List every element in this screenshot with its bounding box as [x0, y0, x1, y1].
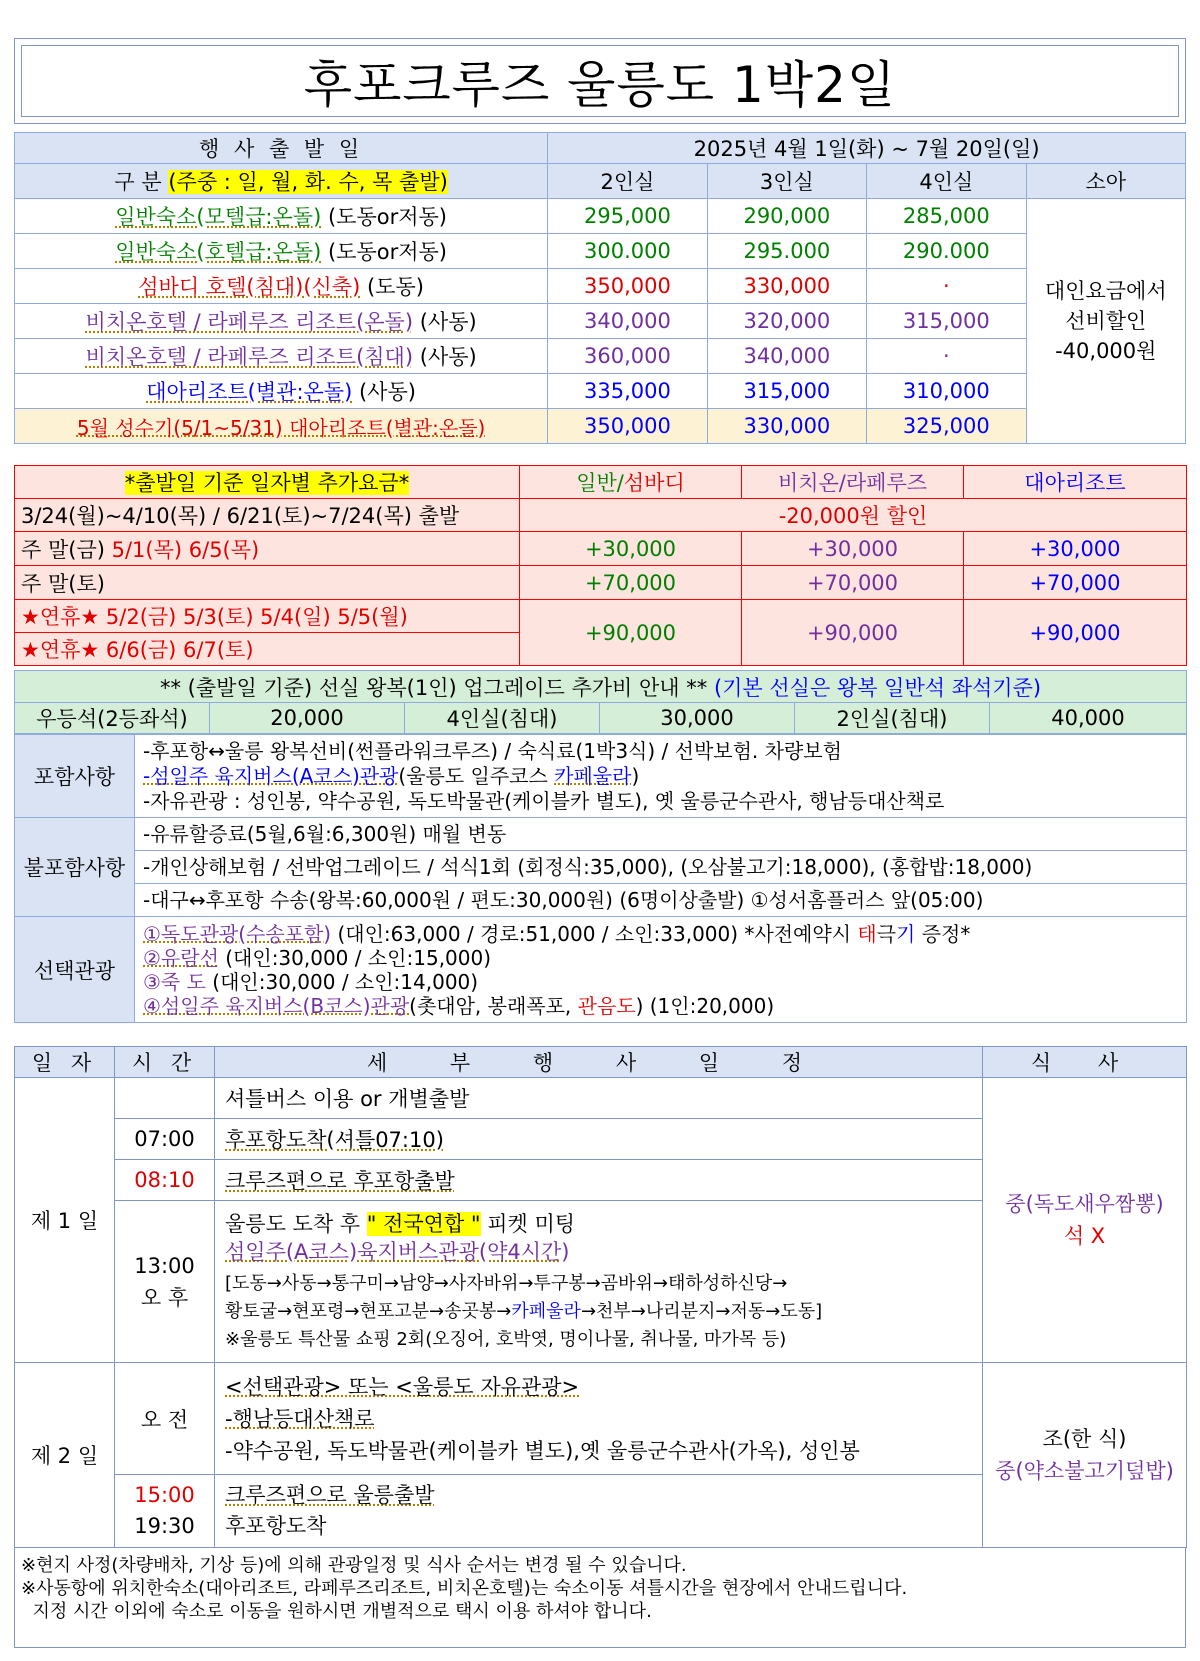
detail-line — [225, 1298, 976, 1326]
upgrade-price: 40,000 — [990, 703, 1187, 734]
schedule-detail: 셔틀버스 이용 or 개별출발 — [215, 1078, 983, 1119]
surcharge-value: +30,000 — [520, 532, 742, 566]
room-name: 비치온호텔 / 라페루즈 리조트(온돌) — [85, 310, 414, 334]
meal-breakfast: 조(한 식) — [1042, 1427, 1127, 1451]
surcharge-value: +30,000 — [964, 532, 1187, 566]
price-2p: 335,000 — [548, 374, 707, 409]
page-title: 후포크루즈 울릉도 1박2일 — [21, 45, 1179, 117]
optional-text: 극 — [876, 921, 897, 946]
optional-text: ③죽 도 — [143, 969, 206, 994]
optional-text: 관음도 — [577, 993, 636, 1018]
time-text: 15:00 — [134, 1483, 195, 1507]
included-text: 카페울라 — [554, 763, 632, 788]
included-text: -섬일주 육지버스(A코스)관광 — [143, 763, 399, 788]
note-line: ※현지 사정(차량배차, 기상 등)에 의해 관광일정 및 식사 순서는 변경 될 수 있습니다. — [21, 1555, 687, 1576]
optional-text: (대인:63,000 / 경로:51,000 / 소인:33,000) *사전예약시 — [331, 921, 858, 946]
col-4p: 4인실 — [867, 164, 1026, 199]
included-label: 포함사항 — [15, 735, 135, 818]
price-row — [15, 269, 1186, 304]
included-line: -자유관광 : 성인봉, 약수공원, 독도박물관(케이블카 별도), 옛 울릉군수관사, 행남등대산책로 — [143, 788, 945, 813]
discount-row — [15, 499, 1187, 532]
detail-line: 섬일주(A코스)육지버스관광(약4시간) — [225, 1239, 570, 1264]
price-3p: 295.000 — [707, 234, 866, 269]
detail-line: [도동→사동→통구미→남양→사자바위→투구봉→곰바위→태하성하신당→ — [225, 1272, 788, 1294]
room-type — [15, 304, 548, 339]
header-meal: 식 사 — [983, 1047, 1187, 1078]
surcharge-title-text: *출발일 기준 일자별 추가요금* — [124, 471, 410, 495]
child-price-note — [1026, 199, 1185, 444]
schedule-row — [15, 1363, 1187, 1475]
included-row — [15, 735, 1187, 818]
included-text: (울릉도 일주코스 — [398, 763, 555, 788]
time-cell: 07:00 — [115, 1119, 215, 1160]
child-note-line: -40,000원 — [1055, 339, 1157, 363]
upgrade-item: 2인실(침대) — [795, 703, 990, 734]
surcharge-table — [14, 465, 1187, 666]
price-4p: · — [867, 339, 1026, 374]
detail-text: 황토굴→현포령→현포고분→송곳봉→ — [225, 1300, 512, 1322]
price-3p: 290,000 — [707, 199, 866, 234]
day-2-meals — [983, 1363, 1187, 1548]
surcharge-value: +90,000 — [964, 600, 1187, 666]
upgrade-title-text: ** (출발일 기준) 선실 왕복(1인) 업그레이드 추가비 안내 ** — [160, 675, 708, 700]
excluded-row — [15, 884, 1187, 917]
category-label: 구 분 — [114, 170, 162, 194]
surcharge-title — [15, 466, 520, 499]
price-4p: 285,000 — [867, 199, 1026, 234]
friday-label-text: 주 말(금) — [21, 537, 105, 562]
price-4p: 290.000 — [867, 234, 1026, 269]
col-sombody-text: 섬바디 — [623, 471, 685, 495]
surcharge-value: +90,000 — [520, 600, 742, 666]
upgrade-item: 4인실(침대) — [405, 703, 600, 734]
optional-row — [15, 917, 1187, 1023]
info-table — [14, 734, 1187, 1023]
day-1-label: 제 1 일 — [15, 1078, 115, 1363]
optional-text: ①독도관광(수송포함) — [143, 921, 332, 946]
price-3p: 315,000 — [707, 374, 866, 409]
upgrade-price: 20,000 — [210, 703, 405, 734]
friday-label — [15, 532, 520, 566]
upgrade-item: 우등석(2등좌석) — [15, 703, 210, 734]
time-cell — [115, 1475, 215, 1548]
excluded-line: -대구↔후포항 수송(왕복:60,000원 / 편도:30,000원) (6명이상출발) ①성서홈플러스 앞(05:00) — [135, 884, 1187, 917]
excluded-line: -유류할증료(5월,6월:6,300원) 매월 변동 — [135, 818, 1187, 851]
holiday-row — [15, 600, 1187, 633]
schedule-row — [15, 1078, 1187, 1119]
col-2p: 2인실 — [548, 164, 707, 199]
room-name: 비치온호텔 / 라페루즈 리조트(침대) — [85, 345, 414, 369]
friday-row — [15, 532, 1187, 566]
room-type — [15, 374, 548, 409]
price-2p: 340,000 — [548, 304, 707, 339]
meal-lunch: 중(약소불고기덮밥) — [995, 1459, 1174, 1483]
child-note-line: 대인요금에서 — [1044, 279, 1167, 303]
price-row — [15, 234, 1186, 269]
price-header-row — [15, 164, 1186, 199]
room-name: 섬바디 호텔(침대)(신축) — [138, 275, 361, 299]
room-location: (도동or저동) — [327, 240, 447, 264]
detail-text: 울릉도 도착 후 — [225, 1211, 367, 1236]
room-location: (도동) — [366, 275, 424, 299]
price-3p: 330,000 — [707, 409, 866, 444]
optional-text: (대인:30,000 / 소인:15,000) — [218, 945, 492, 970]
discount-value: -20,000원 할인 — [520, 499, 1187, 532]
schedule-detail: 크루즈편으로 후포항출발 — [215, 1160, 983, 1201]
friday-dates: 5/1(목) 6/5(목) — [111, 537, 260, 562]
optional-text: ④섬일주 육지버스(B코스)관광 — [143, 993, 410, 1018]
surcharge-value: +30,000 — [742, 532, 964, 566]
surcharge-value: +70,000 — [742, 566, 964, 600]
schedule-detail: 후포항도착(셔틀07:10) — [215, 1119, 983, 1160]
schedule-detail — [215, 1475, 983, 1548]
price-4p: · — [867, 269, 1026, 304]
optional-text: (대인:30,000 / 소인:14,000) — [205, 969, 479, 994]
surcharge-col-beachon: 비치온/라페루즈 — [742, 466, 964, 499]
day-2-label: 제 2 일 — [15, 1363, 115, 1548]
surcharge-header-row — [15, 466, 1187, 499]
room-name: 일반숙소(모텔급:온돌) — [115, 205, 322, 229]
price-row — [15, 199, 1186, 234]
departure-row — [15, 133, 1186, 164]
price-3p: 320,000 — [707, 304, 866, 339]
header-time: 시 간 — [115, 1047, 215, 1078]
price-4p: 325,000 — [867, 409, 1026, 444]
excluded-label: 불포함사항 — [15, 818, 135, 917]
note-line: 지정 시간 이외에 숙소로 이동을 원하시면 개별적으로 택시 이용 하셔야 합니다. — [21, 1601, 652, 1622]
detail-line: ※울릉도 특산물 쇼핑 2회(오징어, 호박엿, 명이나물, 취나물, 마가목 등) — [225, 1328, 787, 1350]
col-3p: 3인실 — [707, 164, 866, 199]
optional-line — [143, 994, 1178, 1018]
holiday-label: ★연휴★ 5/2(금) 5/3(토) 5/4(일) 5/5(월) — [15, 600, 520, 633]
time-cell: 오 전 — [115, 1363, 215, 1475]
time-text: 19:30 — [134, 1514, 195, 1538]
optional-text: 증정* — [915, 921, 971, 946]
surcharge-value: +70,000 — [520, 566, 742, 600]
optional-text: (촛대암, 봉래폭포, — [409, 993, 578, 1018]
price-2p: 360,000 — [548, 339, 707, 374]
optional-line — [143, 922, 1178, 946]
price-3p: 340,000 — [707, 339, 866, 374]
room-location: (사동) — [419, 310, 477, 334]
price-2p: 350,000 — [548, 409, 707, 444]
excluded-row — [15, 818, 1187, 851]
time-cell — [115, 1078, 215, 1119]
child-note-line: 선비할인 — [1065, 309, 1147, 333]
holiday-label: ★연휴★ 6/6(금) 6/7(토) — [15, 633, 520, 666]
detail-highlight: " 전국연합 " — [366, 1211, 481, 1236]
price-4p: 315,000 — [867, 304, 1026, 339]
title-frame — [14, 38, 1186, 124]
room-name: 일반숙소(호텔급:온돌) — [115, 240, 322, 264]
weekday-note: (주중 : 일, 월, 화. 수, 목 출발) — [168, 170, 448, 194]
detail-text: 피켓 미팅 — [480, 1211, 576, 1236]
detail-line: 크루즈편으로 울릉출발 — [225, 1483, 435, 1507]
saturday-row — [15, 566, 1187, 600]
time-text: 오 후 — [140, 1285, 189, 1310]
detail-line — [225, 1210, 976, 1238]
price-2p: 295,000 — [548, 199, 707, 234]
optional-label: 선택관광 — [15, 917, 135, 1023]
room-type — [15, 234, 548, 269]
optional-content — [135, 917, 1187, 1023]
departure-dates: 2025년 4월 1일(화) ~ 7월 20일(일) — [548, 133, 1186, 164]
upgrade-price: 30,000 — [600, 703, 795, 734]
price-4p: 310,000 — [867, 374, 1026, 409]
time-cell: 08:10 — [115, 1160, 215, 1201]
price-3p: 330,000 — [707, 269, 866, 304]
surcharge-value: +70,000 — [964, 566, 1187, 600]
saturday-label: 주 말(토) — [15, 566, 520, 600]
room-name: 대아리조트(별관:온돌) — [146, 380, 353, 404]
room-location: (사동) — [358, 380, 416, 404]
room-type — [15, 339, 548, 374]
price-2p: 300.000 — [548, 234, 707, 269]
optional-text: ②유람선 — [143, 945, 219, 970]
detail-text: 카페울라 — [511, 1300, 581, 1322]
price-row — [15, 374, 1186, 409]
detail-line: 후포항도착 — [225, 1514, 327, 1538]
col-general-text: 일반/ — [576, 471, 624, 495]
meal-dinner: 석 X — [1063, 1224, 1106, 1248]
included-text: ) — [631, 763, 640, 788]
price-row-peak — [15, 409, 1186, 444]
included-line: -후포항↔울릉 왕복선비(썬플라워크루즈) / 숙식료(1박3식) / 선박보험. 차량보험 — [143, 738, 842, 763]
header-day: 일 자 — [15, 1047, 115, 1078]
schedule-header-row — [15, 1047, 1187, 1078]
schedule-detail — [215, 1201, 983, 1363]
optional-text: 기 — [896, 921, 916, 946]
detail-line: -행남등대산책로 — [225, 1406, 375, 1431]
room-location: (사동) — [419, 345, 477, 369]
price-table — [14, 132, 1186, 444]
price-row — [15, 339, 1186, 374]
room-type — [15, 269, 548, 304]
time-cell — [115, 1201, 215, 1363]
note-line: ※사동항에 위치한숙소(대아리조트, 라페루즈리조트, 비치온호텔)는 숙소이동 셔틀시간을 현장에서 안내드립니다. — [21, 1578, 908, 1599]
departure-label: 행 사 출 발 일 — [15, 133, 548, 164]
room-location: (도동or저동) — [327, 205, 447, 229]
upgrade-items-row — [15, 703, 1187, 734]
header-detail: 세 부 행 사 일 정 — [215, 1047, 983, 1078]
included-line — [143, 764, 1178, 789]
upgrade-title — [15, 671, 1187, 703]
optional-line — [143, 946, 1178, 970]
excluded-row — [15, 851, 1187, 884]
included-content — [135, 735, 1187, 818]
category-header — [15, 164, 548, 199]
day-1-meals — [983, 1078, 1187, 1363]
footer-notes — [14, 1548, 1186, 1648]
price-row — [15, 304, 1186, 339]
excluded-line: -개인상해보험 / 선박업그레이드 / 석식1회 (회정식:35,000), (오삼불고기:18,000), (홍합밥:18,000) — [135, 851, 1187, 884]
optional-text: 태 — [857, 921, 877, 946]
col-child: 소아 — [1026, 164, 1185, 199]
upgrade-table — [14, 670, 1187, 734]
upgrade-note: (기본 선실은 왕복 일반석 좌석기준) — [713, 675, 1042, 700]
surcharge-col-general — [520, 466, 742, 499]
schedule-detail — [215, 1363, 983, 1475]
price-2p: 350,000 — [548, 269, 707, 304]
schedule-table — [14, 1046, 1187, 1548]
room-type — [15, 199, 548, 234]
time-text: 13:00 — [134, 1253, 195, 1278]
meal-lunch: 중(독도새우짬뽕) — [1005, 1192, 1164, 1216]
detail-line: -약수공원, 독도박물관(케이블카 별도),옛 울릉군수관사(가옥), 성인봉 — [225, 1438, 860, 1463]
optional-text: ) (1인:20,000) — [635, 993, 775, 1018]
optional-line — [143, 970, 1178, 994]
surcharge-col-daea: 대아리조트 — [964, 466, 1187, 499]
detail-text: →천부→나리분지→저동→도동] — [580, 1300, 823, 1322]
detail-line: <선택관광> 또는 <울릉도 자유관광> — [225, 1374, 580, 1399]
upgrade-title-row — [15, 671, 1187, 703]
surcharge-value: +90,000 — [742, 600, 964, 666]
room-name: 5월 성수기(5/1~5/31) 대아리조트(별관:온돌) — [15, 409, 548, 444]
discount-label: 3/24(월)~4/10(목) / 6/21(토)~7/24(목) 출발 — [15, 499, 520, 532]
